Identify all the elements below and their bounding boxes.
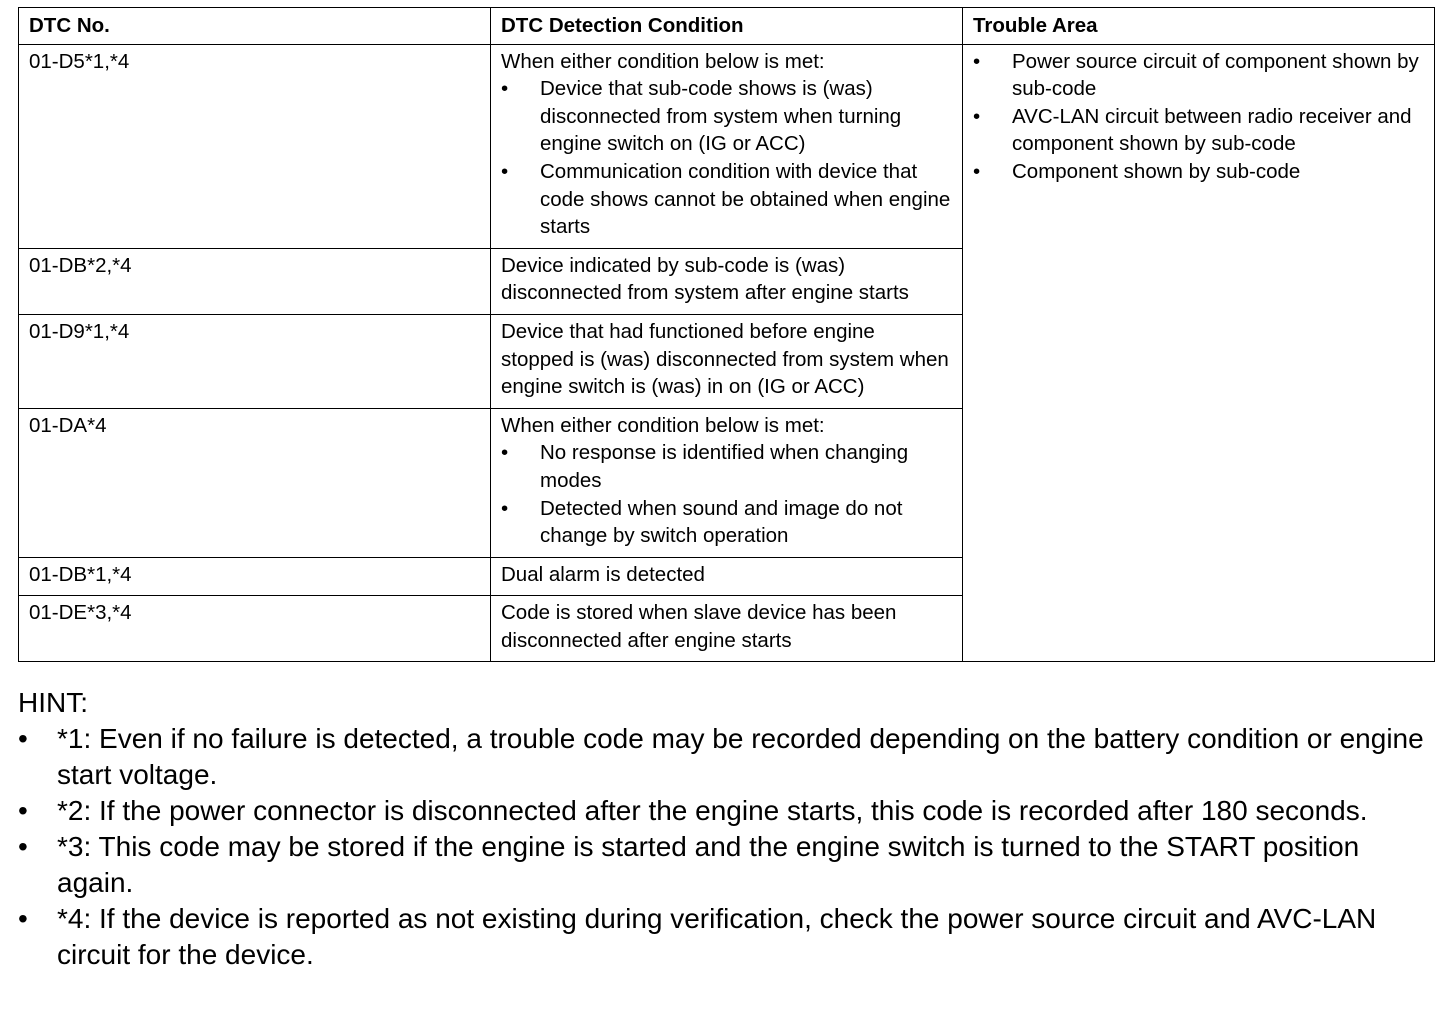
- hint-section: [18, 685, 1443, 973]
- detection-condition: Device indicated by sub-code is (was) disconnected from system after engine starts: [491, 248, 963, 314]
- condition-list: [501, 75, 952, 241]
- dtc-table: [18, 7, 1435, 662]
- dtc-code: 01-DA*4: [19, 408, 491, 557]
- hint-title: HINT:: [18, 687, 88, 718]
- trouble-area-item: • Component shown by sub-code: [973, 158, 1424, 186]
- hint-item: • *1: Even if no failure is detected, a trouble code may be recorded depending on the battery condition or engine start voltage.: [18, 721, 1443, 793]
- condition-item: • Communication condition with device that code shows cannot be obtained when engine starts: [501, 158, 952, 241]
- hint-item: • *3: This code may be stored if the engine is started and the engine switch is turned to the START position again.: [18, 829, 1443, 901]
- condition-intro: When either condition below is met:: [501, 413, 825, 437]
- header-dtc-no: DTC No.: [19, 8, 491, 45]
- table-row: [19, 44, 1435, 248]
- condition-item: • Device that sub-code shows is (was) disconnected from system when turning engine switch on (IG or ACC): [501, 75, 952, 158]
- detection-condition: [491, 44, 963, 248]
- dtc-code: 01-D9*1,*4: [19, 314, 491, 408]
- header-detection-condition: DTC Detection Condition: [491, 8, 963, 45]
- hint-list: [18, 721, 1443, 973]
- trouble-area-item: • Power source circuit of component shown by sub-code: [973, 48, 1424, 103]
- dtc-code: 01-DB*2,*4: [19, 248, 491, 314]
- detection-condition: Device that had functioned before engine stopped is (was) disconnected from system when engine switch is (was) in on (IG or ACC): [491, 314, 963, 408]
- header-trouble-area: Trouble Area: [963, 8, 1435, 45]
- trouble-area-list: [973, 48, 1424, 186]
- header-row: [19, 8, 1435, 45]
- condition-item: • No response is identified when changing modes: [501, 439, 952, 494]
- condition-item: • Detected when sound and image do not change by switch operation: [501, 495, 952, 550]
- detection-condition: Dual alarm is detected: [491, 557, 963, 596]
- detection-condition: Code is stored when slave device has been disconnected after engine starts: [491, 596, 963, 662]
- condition-intro: When either condition below is met:: [501, 49, 825, 73]
- trouble-area: [963, 44, 1435, 662]
- table-body: [19, 44, 1435, 662]
- condition-list: [501, 439, 952, 549]
- hint-item: • *2: If the power connector is disconnected after the engine starts, this code is recorded after 180 seconds.: [18, 793, 1443, 829]
- trouble-area-item: • AVC-LAN circuit between radio receiver and component shown by sub-code: [973, 103, 1424, 158]
- table-header: [19, 8, 1435, 45]
- dtc-code: 01-DB*1,*4: [19, 557, 491, 596]
- dtc-code: 01-D5*1,*4: [19, 44, 491, 248]
- dtc-code: 01-DE*3,*4: [19, 596, 491, 662]
- detection-condition: [491, 408, 963, 557]
- hint-item: • *4: If the device is reported as not existing during verification, check the power source circuit and AVC-LAN circuit for the device.: [18, 901, 1443, 973]
